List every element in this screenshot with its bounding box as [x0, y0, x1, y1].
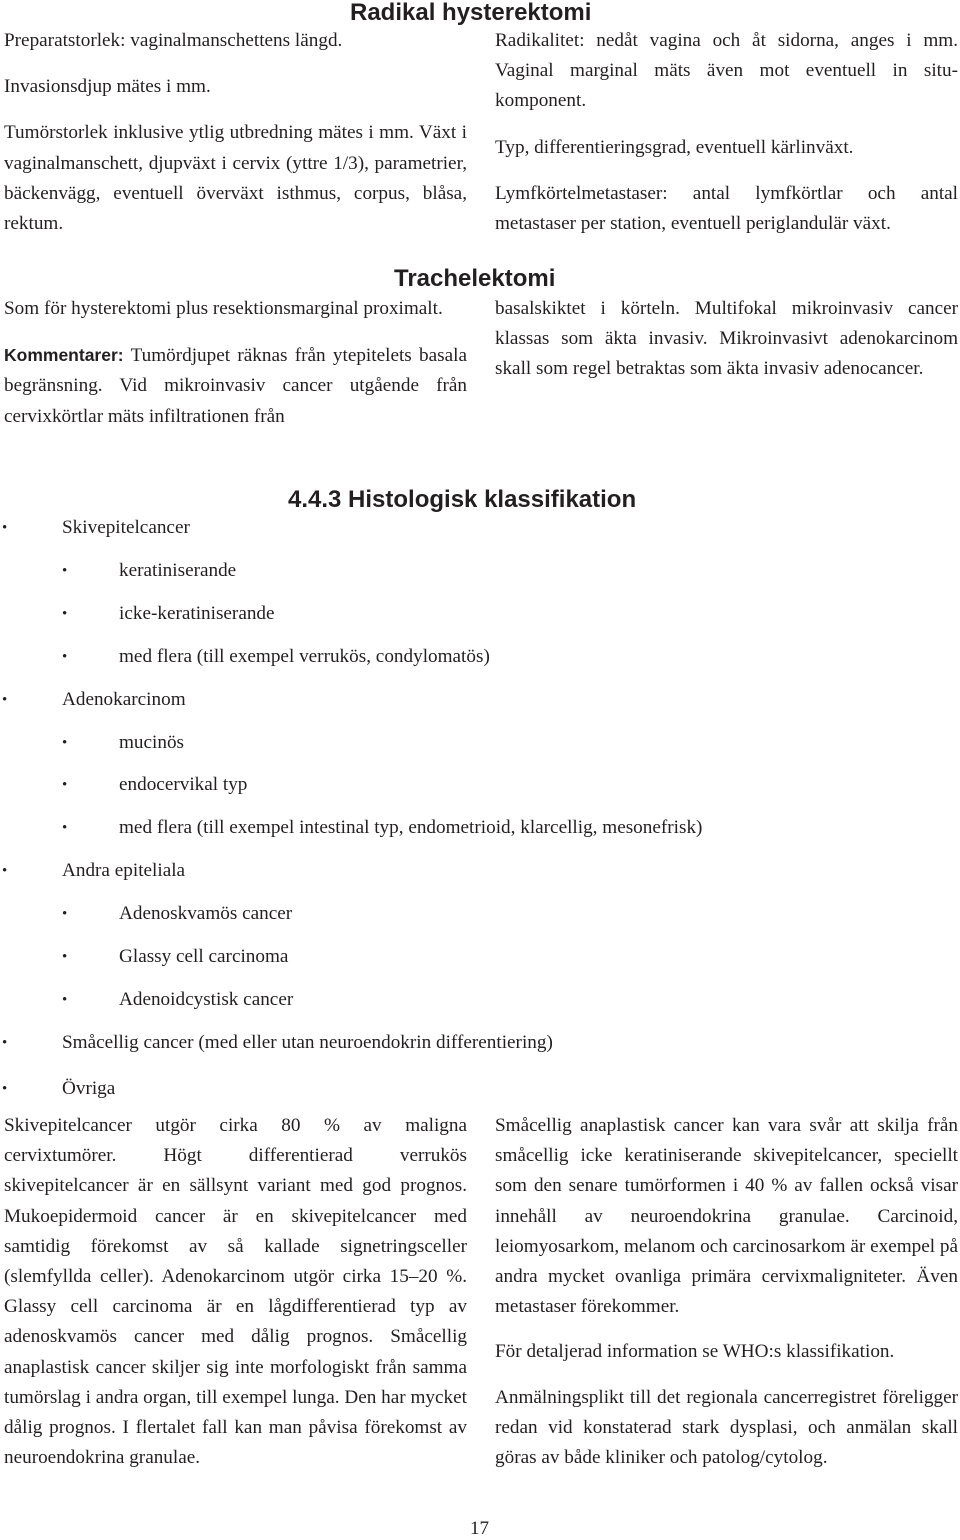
paragraph: För detaljerad information se WHO:s klassifikation.: [495, 1341, 895, 1363]
paragraph: Skivepitelcancer utgör cirka 80 % av maligna cervixtumörer. Högt differentierad verrukös skivepitelcancer är en sällsynt variant med god prognos. Mukoepidermoid cancer är en skivepitelcancer med samtidig förekomst av så kallade signetringsceller (slemfyllda celler). Adenokarcinom utgör cirka 15–20 %. Glassy cell carcinoma är en lågdifferentierad typ av adenoskvamös cancer med dålig prognos. Småcellig anaplastisk cancer skiljer sig inte morfologiskt från samma tumörslag i andra organ, till exempel lunga. Den har mycket dålig prognos. I flertalet fall kan man påvisa förekomst av neuroendokrina granulae.: [4, 1115, 467, 1469]
paragraph: Radikalitet: nedåt vagina och åt sidorna, anges i mm. Vaginal marginal mäts även mot eventuell in situ-komponent.: [495, 30, 958, 112]
list-item: Adenokarcinom: [62, 688, 186, 710]
bullet-icon: •: [62, 605, 68, 622]
paragraph: basalskiktet i körteln. Multifokal mikroinvasiv cancer klassas som äkta invasiv. Mikroinvasivt adenokarcinom skall som regel betraktas som äkta invasiv adenocancer.: [495, 298, 958, 380]
sub-list-item: Adenoskvamös cancer: [119, 903, 293, 925]
bullet-icon: •: [62, 991, 68, 1008]
bullet-icon: •: [2, 520, 8, 536]
sub-list-item: med flera (till exempel verrukös, condylomatös): [119, 645, 490, 667]
sub-list-item: icke-keratiniserande: [119, 602, 275, 624]
sub-list-item: Glassy cell carcinoma: [119, 946, 289, 967]
sub-list-item: endocervikal typ: [119, 774, 248, 796]
section-heading-radikal-hysterektomi: Radikal hysterektomi: [350, 0, 592, 26]
paragraph: Anmälningsplikt till det regionala cancerregistret föreligger redan vid konstaterad stark dysplasi, och anmälan skall göras av både kliniker och patolog/cytolog.: [495, 1386, 958, 1469]
trachelektomi-left-column: [4, 294, 467, 448]
paragraph: Som för hysterektomi plus resektionsmarginal proximalt.: [4, 298, 443, 319]
bullet-icon: •: [62, 777, 68, 794]
page-number: 17: [470, 1518, 489, 1539]
bullet-icon: •: [2, 691, 8, 708]
list-item: Andra epiteliala: [62, 860, 186, 882]
sub-list-item: mucinös: [119, 731, 185, 753]
comment-text: Tumördjupet räknas från ytepitelets basala begränsning. Vid mikroinvasiv cancer utgående från cervixkörtlar mäts infiltrationen från: [4, 345, 467, 427]
bullet-icon: •: [2, 1080, 8, 1097]
histology-left-column: [4, 1111, 467, 1489]
comment-label: Kommentarer:: [4, 345, 124, 366]
sub-list-item: keratiniserande: [119, 559, 237, 581]
bullet-icon: •: [62, 734, 68, 751]
sub-list-item: Adenoidcystisk cancer: [119, 988, 294, 1010]
radikal-left-column: [4, 26, 467, 255]
histology-right-column: [495, 1111, 958, 1488]
list-item: Småcellig cancer (med eller utan neuroendokrin differentiering): [62, 1031, 553, 1053]
paragraph: Invasionsdjup mätes i mm.: [4, 76, 211, 98]
trachelektomi-right-column: [495, 294, 958, 401]
bullet-icon: •: [62, 949, 68, 965]
paragraph: Tumörstorlek inklusive ytlig utbredning mätes i mm. Växt i vaginalmanschett, djupväxt i cervix (yttre 1/3), parametrier, bäckenvägg, eventuell överväxt isthmus, corpus, blåsa, rektum.: [4, 122, 467, 235]
section-heading-histologisk-klassifikation: 4.4.3 Histologisk klassifikation: [288, 486, 637, 513]
bullet-icon: •: [62, 820, 68, 837]
bullet-icon: •: [62, 906, 68, 923]
bullet-icon: •: [2, 863, 8, 880]
radikal-right-column: [495, 26, 958, 255]
paragraph: Lymfkörtelmetastaser: antal lymfkörtlar och antal metastaser per station, eventuell periglandulär växt.: [495, 182, 958, 235]
list-item: Övriga: [62, 1077, 116, 1099]
sub-list-item: med flera (till exempel intestinal typ, endometrioid, klarcellig, mesonefrisk): [119, 817, 703, 839]
paragraph: Preparatstorlek: vaginalmanschettens längd.: [4, 30, 343, 51]
paragraph: Typ, differentieringsgrad, eventuell kärlinväxt.: [495, 136, 854, 158]
bullet-icon: •: [62, 648, 68, 665]
bullet-icon: •: [2, 1034, 8, 1051]
comment-paragraph: [4, 340, 467, 432]
list-item: Skivepitelcancer: [62, 517, 190, 538]
paragraph: Småcellig anaplastisk cancer kan vara svår att skilja från småcellig icke keratiniserande skivepitelcancer, speciellt som den senare tumörformen i 40 % av fallen också visar innehåll av neuroendokrina granulae. Carcinoid, leiomyosarkom, melanom och carcinosarkom är exempel på andra mycket ovanliga primära cervixmaligniteter. Även metastaser förekommer.: [495, 1115, 959, 1318]
bullet-icon: •: [62, 562, 68, 579]
section-heading-trachelektomi: Trachelektomi: [394, 265, 556, 292]
